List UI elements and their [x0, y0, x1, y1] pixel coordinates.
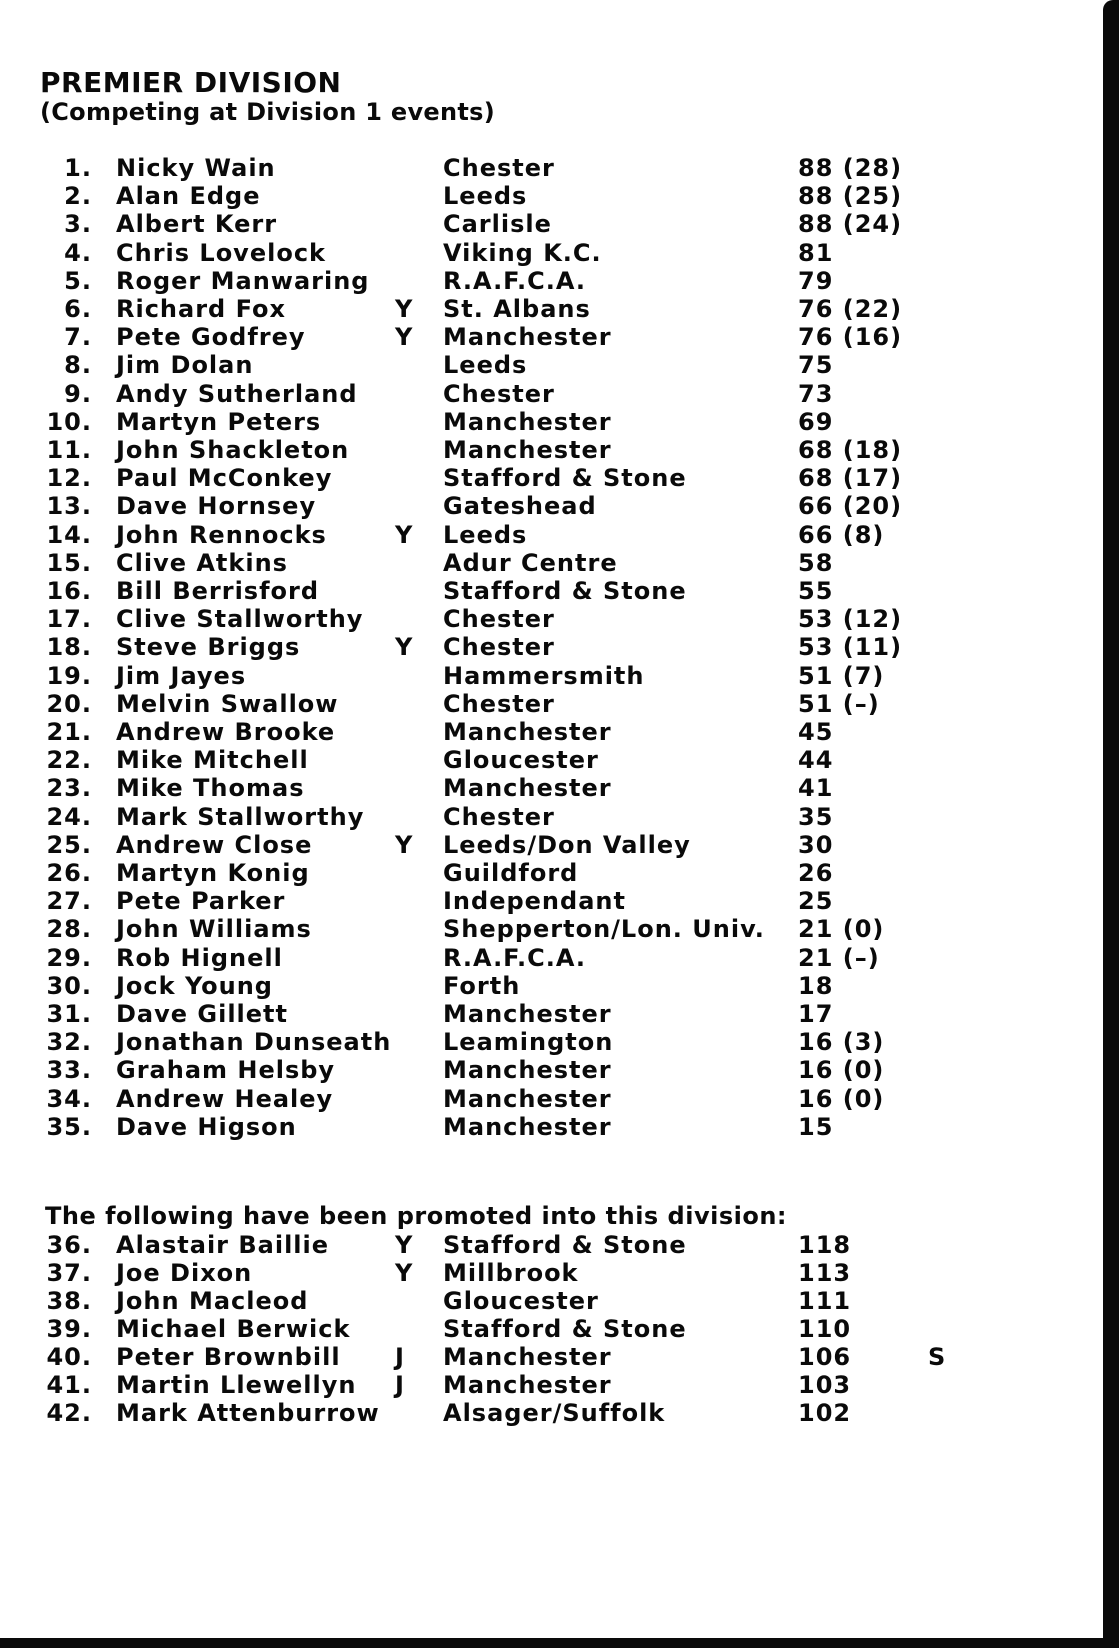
standings-row: [0, 210, 1100, 238]
entry-name: Mike Mitchell: [116, 746, 309, 775]
entry-name: Rob Hignell: [116, 943, 283, 972]
standings-row: [0, 1259, 1100, 1287]
entry-points: 51 (7): [798, 661, 885, 690]
entry-position: 7.: [64, 323, 92, 352]
entry-name: Andrew Close: [116, 830, 313, 859]
entry-club: Chester: [443, 379, 555, 408]
entry-mark: Y: [395, 633, 414, 662]
standings-row: [0, 1085, 1100, 1113]
entry-points: 106: [798, 1343, 852, 1371]
entry-name: Mark Stallworthy: [116, 802, 365, 831]
entry-mark: Y: [395, 323, 414, 352]
entry-name: John Shackleton: [116, 436, 350, 464]
entry-position: 5.: [64, 266, 92, 295]
entry-points: 118: [798, 1231, 852, 1259]
entry-position: 31.: [46, 1000, 92, 1028]
entry-name: Bill Berrisford: [116, 577, 320, 605]
entry-club: Manchester: [443, 407, 612, 436]
entry-position: 21.: [46, 718, 92, 746]
standings-row: [0, 380, 1100, 408]
entry-club: Manchester: [443, 1371, 612, 1399]
entry-club: Manchester: [443, 1000, 612, 1028]
entry-position: 1.: [64, 154, 92, 182]
entry-points: 53 (11): [798, 633, 903, 662]
entry-position: 16.: [46, 577, 92, 605]
standings-row: [0, 944, 1100, 972]
standings-row: [0, 323, 1100, 351]
entry-position: 33.: [46, 1056, 92, 1085]
entry-points: 45: [798, 718, 834, 746]
entry-club: Chester: [443, 802, 555, 831]
entry-points: 25: [798, 887, 834, 916]
entry-club: Hammersmith: [443, 661, 645, 690]
entry-position: 30.: [46, 971, 92, 1000]
entry-name: Dave Gillett: [116, 1000, 288, 1028]
entry-position: 2.: [64, 182, 92, 211]
entry-name: Martin Llewellyn: [116, 1371, 357, 1399]
entry-name: Pete Parker: [116, 887, 286, 916]
entry-club: St. Albans: [443, 295, 591, 323]
entry-club: Forth: [443, 971, 521, 1000]
entry-position: 22.: [46, 746, 92, 775]
entry-position: 11.: [46, 436, 92, 464]
entry-position: 19.: [46, 661, 92, 690]
entry-position: 3.: [64, 210, 92, 239]
entry-points: 16 (3): [798, 1028, 885, 1057]
entry-points: 15: [798, 1112, 834, 1141]
standings-row: [0, 1315, 1100, 1343]
standings-row: [0, 662, 1100, 690]
entry-name: Paul McConkey: [116, 464, 333, 493]
entry-club: Manchester: [443, 1112, 612, 1141]
standings-row: [0, 1231, 1100, 1259]
entry-club: Leeds: [443, 351, 528, 380]
entry-mark: Y: [395, 830, 414, 859]
entry-points: 51 (–): [798, 689, 880, 718]
standings-row: [0, 915, 1100, 943]
entry-mark: J: [395, 1371, 405, 1399]
entry-club: Leamington: [443, 1028, 614, 1057]
standings-row: [0, 718, 1100, 746]
standings-row: [0, 746, 1100, 774]
entry-points: 18: [798, 971, 834, 1000]
entry-club: R.A.F.C.A.: [443, 266, 587, 295]
entry-points: 35: [798, 802, 834, 831]
entry-points: 55: [798, 577, 834, 605]
entry-club: Chester: [443, 633, 555, 662]
entry-position: 15.: [46, 548, 92, 577]
entry-name: Melvin Swallow: [116, 689, 339, 718]
entry-name: Dave Higson: [116, 1112, 297, 1141]
entry-position: 41.: [46, 1371, 92, 1399]
entry-position: 23.: [46, 774, 92, 803]
entry-name: Alan Edge: [116, 182, 261, 211]
standings-row: [0, 1056, 1100, 1084]
entry-position: 32.: [46, 1028, 92, 1057]
entry-position: 42.: [46, 1399, 92, 1427]
entry-position: 4.: [64, 238, 92, 267]
standings-row: [0, 154, 1100, 182]
entry-position: 37.: [46, 1259, 92, 1287]
standings-row: [0, 774, 1100, 802]
entry-position: 34.: [46, 1084, 92, 1113]
entry-points: 113: [798, 1259, 852, 1287]
entry-position: 25.: [46, 830, 92, 859]
entry-points: 81: [798, 238, 834, 267]
entry-name: Steve Briggs: [116, 633, 301, 662]
entry-position: 28.: [46, 915, 92, 944]
entry-club: Leeds/Don Valley: [443, 830, 691, 859]
entry-name: Andrew Brooke: [116, 718, 336, 746]
entry-club: Alsager/Suffolk: [443, 1399, 666, 1427]
entry-name: Andrew Healey: [116, 1084, 334, 1113]
entry-club: Gloucester: [443, 746, 599, 775]
standings-row: [0, 1287, 1100, 1315]
entry-position: 36.: [46, 1231, 92, 1259]
entry-position: 24.: [46, 802, 92, 831]
entry-points: 110: [798, 1315, 852, 1343]
entry-name: Dave Hornsey: [116, 492, 317, 521]
entry-points: 102: [798, 1399, 852, 1427]
page-title: PREMIER DIVISION: [40, 66, 342, 99]
entry-club: Manchester: [443, 774, 612, 803]
entry-position: 38.: [46, 1287, 92, 1315]
standings-row: [0, 605, 1100, 633]
standings-row: [0, 1399, 1100, 1427]
entry-points: 41: [798, 774, 834, 803]
standings-row: [0, 1343, 1100, 1371]
entry-club: Chester: [443, 605, 555, 634]
entry-position: 35.: [46, 1112, 92, 1141]
standings-row: [0, 267, 1100, 295]
entry-points: 69: [798, 407, 834, 436]
entry-position: 8.: [64, 351, 92, 380]
entry-club: Stafford & Stone: [443, 1315, 687, 1343]
standings-row: [0, 859, 1100, 887]
standings-row: [0, 887, 1100, 915]
entry-position: 9.: [64, 379, 92, 408]
entry-name: Alastair Baillie: [116, 1231, 330, 1259]
page-subtitle: (Competing at Division 1 events): [40, 98, 496, 126]
entry-points: 66 (20): [798, 492, 903, 521]
entry-points: 66 (8): [798, 520, 885, 549]
entry-mark: Y: [395, 1231, 414, 1259]
entry-extra: S: [928, 1343, 947, 1371]
standings-row: [0, 464, 1100, 492]
entry-name: Roger Manwaring: [116, 266, 370, 295]
entry-points: 111: [798, 1287, 852, 1315]
entry-position: 29.: [46, 943, 92, 972]
standings-row: [0, 633, 1100, 661]
entry-mark: Y: [395, 520, 414, 549]
entry-club: Carlisle: [443, 210, 552, 239]
entry-position: 14.: [46, 520, 92, 549]
entry-name: Pete Godfrey: [116, 323, 306, 352]
entry-club: Shepperton/Lon. Univ.: [443, 915, 765, 944]
entry-points: 58: [798, 548, 834, 577]
entry-club: Manchester: [443, 436, 612, 464]
entry-points: 30: [798, 830, 834, 859]
entry-position: 18.: [46, 633, 92, 662]
entry-name: Mike Thomas: [116, 774, 305, 803]
entry-name: Joe Dixon: [116, 1259, 253, 1287]
standings-row: [0, 1028, 1100, 1056]
entry-name: Nicky Wain: [116, 154, 276, 182]
entry-name: John Rennocks: [116, 520, 327, 549]
entry-name: Jim Jayes: [116, 661, 247, 690]
entry-points: 88 (24): [798, 210, 903, 239]
entry-name: Clive Stallworthy: [116, 605, 364, 634]
entry-club: Stafford & Stone: [443, 464, 687, 493]
entry-points: 75: [798, 351, 834, 380]
entry-position: 12.: [46, 464, 92, 493]
entry-club: Manchester: [443, 1056, 612, 1085]
entry-name: Martyn Konig: [116, 859, 310, 887]
entry-club: Leeds: [443, 520, 528, 549]
entry-club: Guildford: [443, 859, 579, 887]
standings-row: [0, 295, 1100, 323]
entry-club: Manchester: [443, 1343, 612, 1371]
entry-points: 44: [798, 746, 834, 775]
standings-row: [0, 351, 1100, 379]
standings-row: [0, 521, 1100, 549]
entry-name: Jonathan Dunseath: [116, 1028, 392, 1057]
entry-club: Gloucester: [443, 1287, 599, 1315]
entry-points: 68 (18): [798, 436, 903, 464]
entry-club: Adur Centre: [443, 548, 618, 577]
entry-name: Michael Berwick: [116, 1315, 351, 1343]
entry-points: 16 (0): [798, 1056, 885, 1085]
page-edge-bottom: [0, 1638, 1119, 1648]
entry-name: Clive Atkins: [116, 548, 288, 577]
entry-club: Manchester: [443, 323, 612, 352]
standings-row: [0, 972, 1100, 1000]
entry-mark: J: [395, 1343, 405, 1371]
entry-position: 26.: [46, 859, 92, 887]
entry-position: 39.: [46, 1315, 92, 1343]
entry-club: Stafford & Stone: [443, 1231, 687, 1259]
entry-club: Manchester: [443, 1084, 612, 1113]
entry-name: Graham Helsby: [116, 1056, 336, 1085]
entry-points: 88 (28): [798, 154, 903, 182]
entry-club: R.A.F.C.A.: [443, 943, 587, 972]
standings-row: [0, 1371, 1100, 1399]
entry-mark: Y: [395, 295, 414, 323]
standings-row: [0, 803, 1100, 831]
entry-points: 16 (0): [798, 1084, 885, 1113]
entry-name: Jock Young: [116, 971, 273, 1000]
entry-position: 10.: [46, 407, 92, 436]
standings-row: [0, 492, 1100, 520]
entry-name: Albert Kerr: [116, 210, 278, 239]
standings-row: [0, 549, 1100, 577]
standings-row: [0, 1000, 1100, 1028]
entry-club: Stafford & Stone: [443, 577, 687, 605]
entry-club: Independant: [443, 887, 626, 916]
entry-club: Viking K.C.: [443, 238, 602, 267]
entry-name: Peter Brownbill: [116, 1343, 341, 1371]
entry-points: 26: [798, 859, 834, 887]
standings-row: [0, 690, 1100, 718]
entry-points: 68 (17): [798, 464, 903, 493]
entry-points: 73: [798, 379, 834, 408]
entry-club: Leeds: [443, 182, 528, 211]
entry-position: 20.: [46, 689, 92, 718]
standings-row: [0, 1113, 1100, 1141]
entry-mark: Y: [395, 1259, 414, 1287]
entry-name: Andy Sutherland: [116, 379, 358, 408]
entry-points: 21 (0): [798, 915, 885, 944]
entry-position: 27.: [46, 887, 92, 916]
entry-name: Chris Lovelock: [116, 238, 327, 267]
entry-points: 88 (25): [798, 182, 903, 211]
promoted-note: The following have been promoted into this division:: [45, 1202, 788, 1230]
standings-row: [0, 408, 1100, 436]
entry-name: Richard Fox: [116, 295, 286, 323]
entry-club: Gateshead: [443, 492, 597, 521]
entry-points: 76 (16): [798, 323, 903, 352]
entry-points: 53 (12): [798, 605, 903, 634]
entry-points: 21 (–): [798, 943, 880, 972]
standings-row: [0, 239, 1100, 267]
standings-row: [0, 182, 1100, 210]
entry-club: Manchester: [443, 718, 612, 746]
page-edge-right: [1103, 0, 1119, 1648]
entry-club: Chester: [443, 689, 555, 718]
entry-name: John Williams: [116, 915, 312, 944]
entry-position: 13.: [46, 492, 92, 521]
standings-row: [0, 577, 1100, 605]
entry-club: Millbrook: [443, 1259, 579, 1287]
entry-position: 6.: [64, 295, 92, 323]
entry-points: 79: [798, 266, 834, 295]
entry-club: Chester: [443, 154, 555, 182]
entry-position: 40.: [46, 1343, 92, 1371]
entry-name: Jim Dolan: [116, 351, 254, 380]
entry-points: 76 (22): [798, 295, 903, 323]
entry-name: John Macleod: [116, 1287, 309, 1315]
entry-points: 103: [798, 1371, 852, 1399]
entry-name: Mark Attenburrow: [116, 1399, 380, 1427]
standings-row: [0, 831, 1100, 859]
standings-row: [0, 436, 1100, 464]
entry-points: 17: [798, 1000, 834, 1028]
entry-name: Martyn Peters: [116, 407, 322, 436]
entry-position: 17.: [46, 605, 92, 634]
